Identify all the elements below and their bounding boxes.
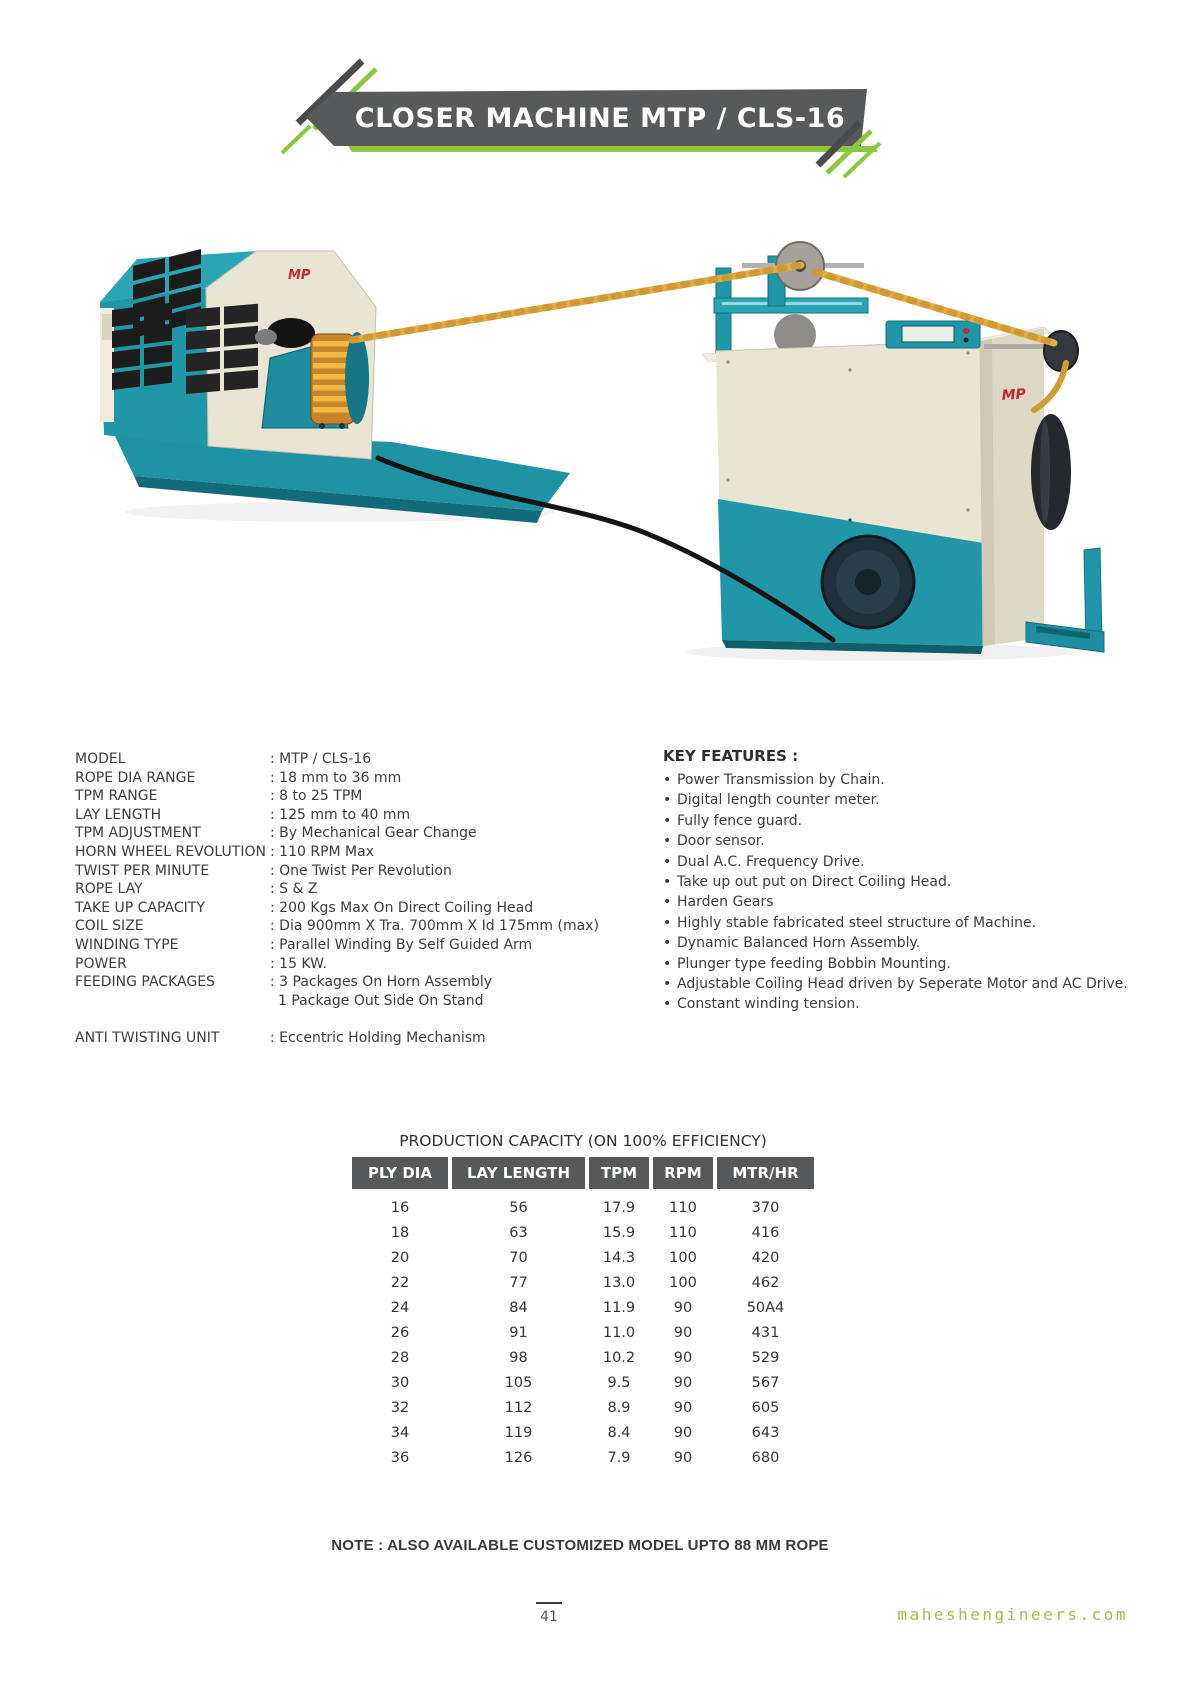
cell-mtr-hr: 462: [751, 1275, 780, 1291]
cell-mtr-hr: 431: [751, 1325, 780, 1341]
feature-text: Door sensor.: [677, 833, 765, 850]
spec-value: [270, 1010, 660, 1029]
feature-text: Adjustable Coiling Head driven by Seperate Motor and AC Drive.: [677, 976, 1128, 993]
spec-value: : By Mechanical Gear Change: [270, 825, 477, 842]
spec-value: : One Twist Per Revolution: [270, 862, 452, 879]
spec-value: : Eccentric Holding Mechanism: [270, 1029, 486, 1046]
cell-lay-length: 112: [504, 1400, 533, 1416]
cell-tpm: 14.3: [602, 1250, 636, 1266]
cell-tpm: 11.9: [602, 1300, 636, 1316]
spec-row: [75, 806, 660, 825]
table-body: [352, 1195, 814, 1470]
bullet-icon: •: [663, 996, 672, 1013]
bullet-icon: •: [663, 976, 672, 993]
table-header-row: [352, 1157, 814, 1189]
spec-label: TWIST PER MINUTE: [75, 862, 210, 879]
table-row: [352, 1195, 814, 1220]
feature-item: [663, 790, 1163, 810]
table-row: [352, 1245, 814, 1270]
table-row: [352, 1270, 814, 1295]
spec-value: : 18 mm to 36 mm: [270, 769, 402, 786]
cell-lay-length: 84: [509, 1300, 528, 1316]
spec-label: ROPE DIA RANGE: [75, 769, 196, 786]
table-row: [352, 1345, 814, 1370]
bullet-icon: •: [663, 955, 672, 972]
feature-item: [663, 852, 1163, 872]
bullet-icon: •: [663, 935, 672, 952]
cell-ply-dia: 18: [390, 1225, 410, 1241]
cell-tpm: 11.0: [602, 1325, 636, 1341]
control-panel: [886, 321, 980, 348]
column-header: LAY LENGTH: [452, 1157, 585, 1189]
cell-mtr-hr: 50A4: [746, 1300, 785, 1316]
spec-label: MODEL: [75, 751, 126, 767]
machine-photo: [0, 210, 1200, 670]
bullet-icon: •: [663, 894, 672, 911]
feature-item: [663, 954, 1163, 974]
spec-row: [75, 955, 660, 974]
cell-lay-length: 70: [509, 1250, 528, 1266]
cell-tpm: 13.0: [602, 1275, 636, 1291]
table-row: [352, 1395, 814, 1420]
table-title: PRODUCTION CAPACITY (ON 100% EFFICIENCY): [399, 1132, 767, 1150]
spec-label: ANTI TWISTING UNIT: [75, 1029, 220, 1046]
cell-ply-dia: 22: [390, 1275, 410, 1291]
cell-lay-length: 105: [504, 1375, 533, 1391]
feature-text: Digital length counter meter.: [677, 792, 880, 809]
banner-underline: [348, 146, 878, 152]
table-row: [352, 1370, 814, 1395]
cell-ply-dia: 32: [390, 1400, 410, 1416]
spec-value: : 15 KW.: [270, 955, 327, 972]
cell-mtr-hr: 420: [751, 1250, 780, 1266]
feature-item: [663, 811, 1163, 831]
cell-rpm: 90: [673, 1300, 693, 1316]
cell-lay-length: 126: [504, 1450, 533, 1466]
production-capacity-section: [352, 1132, 814, 1470]
feature-item: [663, 872, 1163, 892]
feature-item: [663, 831, 1163, 851]
brand-logo: MP: [288, 268, 311, 283]
cell-ply-dia: 28: [390, 1350, 410, 1366]
cell-rpm: 90: [673, 1400, 693, 1416]
feature-text: Constant winding tension.: [677, 996, 860, 1013]
spec-row: [75, 973, 660, 1010]
spec-row: [75, 899, 660, 918]
feature-item: [663, 994, 1163, 1014]
spec-row: [75, 750, 660, 769]
spec-value: : 125 mm to 40 mm: [270, 806, 411, 823]
website-link[interactable]: maheshengineers.com: [897, 1605, 1128, 1624]
spec-label: [75, 1010, 270, 1029]
feature-text: Highly stable fabricated steel structure of Machine.: [677, 914, 1037, 931]
bullet-icon: •: [663, 874, 672, 891]
feature-item: [663, 933, 1163, 953]
cell-tpm: 10.2: [602, 1350, 636, 1366]
brand-logo: MP: [1001, 386, 1027, 404]
cell-rpm: 90: [673, 1325, 693, 1341]
cell-tpm: 17.9: [602, 1200, 636, 1216]
spec-row: [75, 1010, 660, 1029]
feature-text: Dual A.C. Frequency Drive.: [677, 853, 865, 870]
spec-row: [75, 769, 660, 788]
spec-label: WINDING TYPE: [75, 936, 179, 953]
spec-label: TPM ADJUSTMENT: [75, 825, 201, 842]
spec-row: [75, 843, 660, 862]
page-number-rule: [536, 1602, 562, 1604]
feature-text: Fully fence guard.: [677, 812, 803, 829]
cell-lay-length: 98: [509, 1350, 528, 1366]
spec-row: [75, 824, 660, 843]
spec-value: : Dia 900mm X Tra. 700mm X Id 175mm (max): [270, 918, 599, 935]
spec-value: : 8 to 25 TPM: [270, 788, 363, 805]
spec-label: FEEDING PACKAGES: [75, 974, 215, 991]
cell-mtr-hr: 643: [751, 1425, 780, 1441]
spec-row: [75, 862, 660, 881]
bullet-icon: •: [663, 833, 672, 850]
bullet-icon: •: [663, 914, 672, 931]
spec-value: : 3 Packages On Horn Assembly 1 Package Out Side On Stand: [270, 974, 493, 1009]
cell-lay-length: 56: [509, 1200, 528, 1216]
cell-tpm: 15.9: [602, 1225, 636, 1241]
cell-ply-dia: 20: [390, 1250, 410, 1266]
feature-item: [663, 770, 1163, 790]
cell-rpm: 100: [669, 1250, 697, 1266]
spec-value: : MTP / CLS-16: [270, 751, 372, 767]
cell-rpm: 90: [673, 1350, 693, 1366]
bullet-icon: •: [663, 792, 672, 809]
key-features: [663, 747, 1163, 1015]
spec-label: TAKE UP CAPACITY: [75, 899, 205, 916]
spec-label: COIL SIZE: [75, 918, 144, 935]
cell-tpm: 7.9: [607, 1450, 631, 1466]
table-row: [352, 1320, 814, 1345]
feature-item: [663, 892, 1163, 912]
cell-rpm: 110: [669, 1225, 697, 1241]
cell-tpm: 8.4: [607, 1425, 631, 1441]
table-row: [352, 1295, 814, 1320]
spec-value: : Parallel Winding By Self Guided Arm: [270, 936, 533, 953]
cell-mtr-hr: 416: [751, 1225, 780, 1241]
spec-value: : S & Z: [270, 881, 318, 898]
feature-text: Dynamic Balanced Horn Assembly.: [677, 935, 921, 952]
spec-row: [75, 1029, 660, 1048]
column-header: PLY DIA: [352, 1157, 448, 1189]
side-pulley: [1044, 331, 1078, 371]
spec-label: TPM RANGE: [75, 788, 158, 805]
cell-ply-dia: 36: [390, 1450, 410, 1466]
spec-row: [75, 787, 660, 806]
cell-tpm: 8.9: [607, 1400, 631, 1416]
spec-label: POWER: [75, 955, 127, 972]
motor-housing: [822, 536, 914, 628]
specifications-list: [75, 750, 660, 1048]
cell-lay-length: 77: [509, 1275, 528, 1291]
spec-value: : 200 Kgs Max On Direct Coiling Head: [270, 899, 534, 916]
feature-item: [663, 913, 1163, 933]
cell-rpm: 100: [669, 1275, 697, 1291]
cell-mtr-hr: 567: [751, 1375, 780, 1391]
bullet-icon: •: [663, 812, 672, 829]
cell-ply-dia: 16: [390, 1200, 410, 1216]
spec-label: ROPE LAY: [75, 881, 143, 898]
cell-ply-dia: 30: [390, 1375, 410, 1391]
spec-label: LAY LENGTH: [75, 806, 162, 823]
cell-tpm: 9.5: [607, 1375, 631, 1391]
cell-rpm: 90: [673, 1375, 693, 1391]
feature-text: Power Transmission by Chain.: [677, 772, 885, 788]
title-banner: [270, 55, 930, 185]
table-row: [352, 1420, 814, 1445]
cell-mtr-hr: 605: [751, 1400, 780, 1416]
key-features-heading: KEY FEATURES :: [663, 747, 799, 765]
cell-mtr-hr: 529: [751, 1350, 780, 1366]
spec-value: : 110 RPM Max: [270, 843, 374, 860]
spec-row: [75, 880, 660, 899]
cell-mtr-hr: 680: [751, 1450, 780, 1466]
banner-green-slash-icon: [282, 126, 310, 153]
page-title: CLOSER MACHINE MTP / CLS-16: [354, 103, 846, 134]
spec-row: [75, 917, 660, 936]
cell-lay-length: 119: [504, 1425, 533, 1441]
feature-text: Harden Gears: [677, 894, 774, 911]
closer-machine-illustration: [100, 249, 570, 523]
column-header: TPM: [589, 1157, 649, 1189]
table-row: [352, 1445, 814, 1470]
cell-rpm: 90: [673, 1450, 693, 1466]
spec-row: [75, 936, 660, 955]
key-features-list: [663, 770, 1163, 1015]
table-row: [352, 1220, 814, 1245]
cell-lay-length: 63: [509, 1225, 528, 1241]
bullet-icon: •: [663, 853, 672, 870]
cell-mtr-hr: 370: [751, 1200, 780, 1216]
cell-ply-dia: 34: [390, 1425, 410, 1441]
cell-rpm: 110: [669, 1200, 697, 1216]
cell-ply-dia: 26: [390, 1325, 410, 1341]
feature-text: Take up out put on Direct Coiling Head.: [677, 874, 952, 891]
feature-item: [663, 974, 1163, 994]
cell-ply-dia: 24: [390, 1300, 410, 1316]
spec-label: HORN WHEEL REVOLUTION: [75, 843, 266, 860]
feature-text: Plunger type feeding Bobbin Mounting.: [677, 955, 951, 972]
column-header: MTR/HR: [717, 1157, 814, 1189]
cell-lay-length: 91: [509, 1325, 528, 1341]
column-header: RPM: [653, 1157, 713, 1189]
bullet-icon: •: [663, 772, 672, 788]
page-number: 41: [540, 1609, 558, 1625]
cell-rpm: 90: [673, 1425, 693, 1441]
note-text: NOTE : ALSO AVAILABLE CUSTOMIZED MODEL UPTO 88 MM ROPE: [331, 1537, 829, 1554]
